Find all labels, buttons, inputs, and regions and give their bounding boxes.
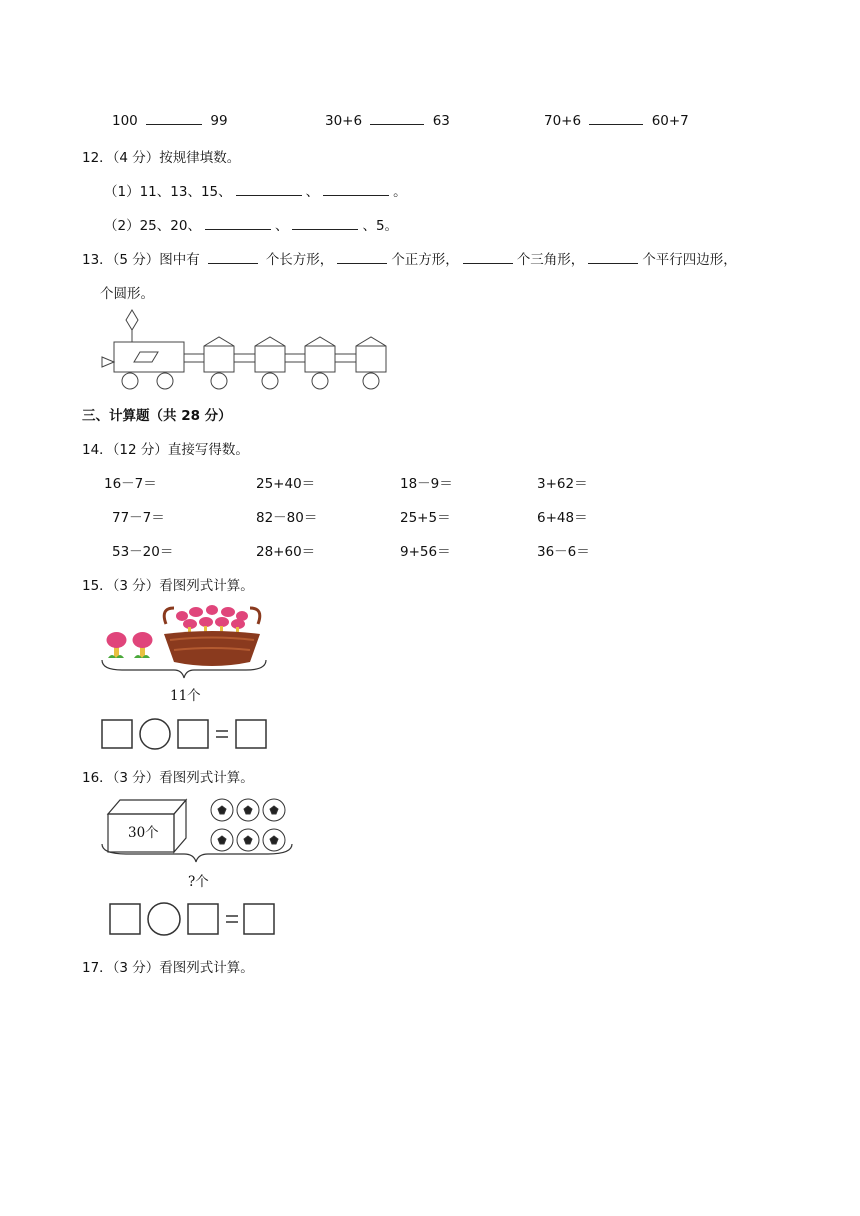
answer-box	[102, 720, 132, 748]
q14-r1c1: 82－80＝	[256, 510, 318, 526]
compare-row	[112, 112, 228, 129]
q16-answer-equation	[108, 902, 288, 936]
q14-r0c1: 25+40＝	[256, 476, 316, 492]
q13-t3: 个三角形，	[516, 252, 585, 268]
answer-blank[interactable]	[236, 183, 302, 196]
q16-total-label: ?个	[188, 874, 209, 890]
q12-line1-sep: 、	[305, 184, 320, 200]
q14-title: 14．（12 分）直接写得数。	[82, 442, 249, 458]
answer-blank[interactable]	[323, 183, 389, 196]
q15-total-label: 11个	[170, 688, 201, 704]
wheel-circle	[363, 373, 379, 389]
mushroom-icon	[107, 632, 127, 658]
q14-r2c3: 36－6＝	[537, 544, 590, 560]
wheel-circle	[122, 373, 138, 389]
answer-blank[interactable]	[370, 112, 424, 125]
q12-line1	[104, 180, 407, 200]
q14-r2c0: 53－20＝	[112, 544, 174, 560]
answer-blank[interactable]	[146, 112, 202, 125]
answer-box	[178, 720, 208, 748]
q14-r0c0: 16－7＝	[104, 476, 157, 492]
q13-line1	[82, 248, 737, 268]
answer-box	[110, 904, 140, 934]
q12-line2	[104, 214, 398, 234]
triangle-shape	[102, 357, 114, 367]
q14-r1c2: 25+5＝	[400, 510, 451, 526]
q12-line2-sep1: 、	[274, 218, 289, 234]
answer-blank[interactable]	[463, 251, 513, 264]
compare-c-right: 60+7	[651, 113, 689, 129]
operator-circle	[140, 719, 170, 749]
compare-a-left: 100	[112, 113, 138, 129]
wheel-circle	[312, 373, 328, 389]
q17-title: 17．（3 分）看图列式计算。	[82, 960, 254, 976]
compare-b	[325, 112, 450, 129]
car-pentagon	[356, 337, 386, 372]
q13-t2: 个正方形，	[391, 252, 459, 268]
answer-blank[interactable]	[337, 251, 387, 264]
basket-icon	[164, 605, 260, 666]
q15-title: 15．（3 分）看图列式计算。	[82, 578, 254, 594]
soccer-balls-icon	[211, 799, 285, 851]
car-pentagon	[305, 337, 335, 372]
q14-r0c2: 18－9＝	[400, 476, 453, 492]
parallelogram-shape	[134, 352, 158, 362]
compare-b-right: 63	[432, 113, 450, 129]
wheel-circle	[262, 373, 278, 389]
mushroom-icon	[133, 632, 153, 658]
q12-line1-end: 。	[393, 184, 407, 200]
compare-c-left: 70+6	[544, 113, 582, 129]
q13-t4: 个平行四边形，	[642, 252, 737, 268]
answer-blank[interactable]	[589, 112, 643, 125]
q14-r1c3: 6+48＝	[537, 510, 588, 526]
car-pentagon	[255, 337, 285, 372]
answer-blank[interactable]	[588, 251, 638, 264]
answer-blank[interactable]	[205, 217, 271, 230]
answer-blank[interactable]	[292, 217, 358, 230]
q16-title: 16．（3 分）看图列式计算。	[82, 770, 254, 786]
answer-blank[interactable]	[208, 251, 258, 264]
q16-box-label: 30个	[128, 825, 159, 841]
car-pentagon	[204, 337, 234, 372]
q13-t1: 个长方形，	[265, 252, 334, 268]
train-figure	[98, 306, 398, 396]
q14-r1c0: 77－7＝	[112, 510, 165, 526]
engine-rectangle	[114, 342, 184, 372]
q13-prefix: 13．（5 分）图中有	[82, 252, 200, 268]
q15-answer-equation	[100, 718, 270, 750]
q12-line2-sep2: 、5。	[362, 218, 399, 234]
compare-a-right: 99	[210, 113, 228, 129]
q14-r2c1: 28+60＝	[256, 544, 316, 560]
diamond-shape	[126, 310, 138, 330]
q12-line1-prefix: （1）11、13、15、	[104, 184, 232, 200]
answer-box	[244, 904, 274, 934]
compare-b-left: 30+6	[325, 113, 363, 129]
q14-r0c3: 3+62＝	[537, 476, 588, 492]
brace	[102, 844, 292, 862]
section3-title: 三、计算题（共 28 分）	[82, 408, 232, 424]
answer-box	[236, 720, 266, 748]
compare-c	[544, 112, 689, 129]
q12-title: 12．（4 分）按规律填数。	[82, 150, 241, 166]
wheel-circle	[157, 373, 173, 389]
operator-circle	[148, 903, 180, 935]
q13-line2: 个圆形。	[100, 286, 154, 302]
q12-line2-prefix: （2）25、20、	[104, 218, 201, 234]
q14-r2c2: 9+56＝	[400, 544, 451, 560]
answer-box	[188, 904, 218, 934]
wheel-circle	[211, 373, 227, 389]
